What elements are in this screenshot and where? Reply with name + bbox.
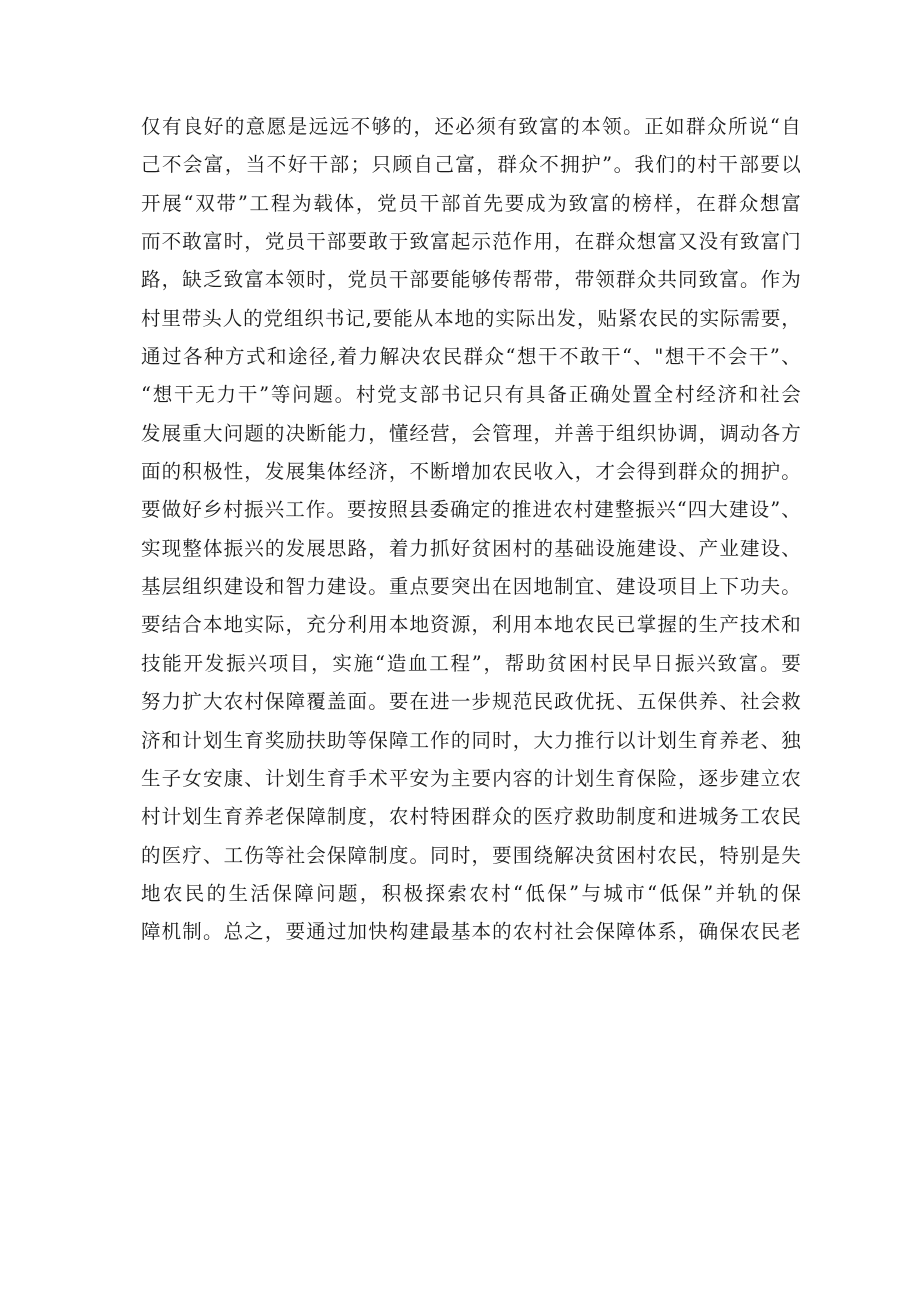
text-line: 地农民的生活保障问题，积极探索农村“低保”与城市“低保”并轨的保 (141, 881, 801, 905)
text-line: 基层组织建设和智力建设。重点要突出在因地制宜、建设项目上下功夫。 (141, 575, 801, 599)
text-line: 实现整体振兴的发展思路，着力抓好贫困村的基础设施建设、产业建设、 (141, 536, 801, 560)
text-line: 村计划生育养老保障制度，农村特困群众的医疗救助制度和进城务工农民 (141, 805, 801, 829)
text-line: “想干无力干”等问题。村党支部书记只有具备正确处置全村经济和社会 (141, 383, 801, 407)
text-line: 的医疗、工伤等社会保障制度。同时，要围绕解决贫困村农民，特别是失 (141, 843, 801, 867)
text-line: 济和计划生育奖励扶助等保障工作的同时，大力推行以计划生育养老、独 (141, 728, 801, 752)
text-line: 发展重大问题的决断能力，懂经营，会管理，并善于组织协调，调动各方 (141, 421, 801, 445)
text-line: 开展“双带”工程为载体，党员干部首先要成为致富的榜样，在群众想富 (141, 191, 801, 215)
text-line: 技能开发振兴项目，实施“造血工程”，帮助贫困村民早日振兴致富。要 (141, 651, 801, 675)
text-line: 路，缺乏致富本领时，党员干部要能够传帮带，带领群众共同致富。作为 (141, 268, 801, 292)
text-line: 障机制。总之，要通过加快构建最基本的农村社会保障体系，确保农民老 (141, 920, 801, 944)
text-line: 村里带头人的党组织书记,要能从本地的实际出发，贴紧农民的实际需要， (141, 306, 801, 330)
text-line: 仅有良好的意愿是远远不够的，还必须有致富的本领。正如群众所说“自 (141, 115, 801, 138)
text-line: 要结合本地实际，充分利用本地资源，利用本地农民已掌握的生产技术和 (141, 613, 801, 637)
body-text (141, 108, 801, 952)
text-line: 通过各种方式和途径,着力解决农民群众“想干不敢干“、"想干不会干”、 (141, 345, 801, 369)
text-line: 面的积极性，发展集体经济，不断增加农民收入，才会得到群众的拥护。 (141, 460, 801, 484)
text-line: 要做好乡村振兴工作。要按照县委确定的推进农村建整振兴“四大建设”、 (141, 498, 801, 522)
text-line: 生子女安康、计划生育手术平安为主要内容的计划生育保险，逐步建立农 (141, 766, 801, 790)
text-line: 而不敢富时，党员干部要敢于致富起示范作用，在群众想富又没有致富门 (141, 230, 801, 254)
text-line: 己不会富，当不好干部；只顾自己富，群众不拥护”。我们的村干部要以 (141, 153, 801, 177)
text-line: 努力扩大农村保障覆盖面。要在进一步规范民政优抚、五保供养、社会救 (141, 690, 801, 714)
